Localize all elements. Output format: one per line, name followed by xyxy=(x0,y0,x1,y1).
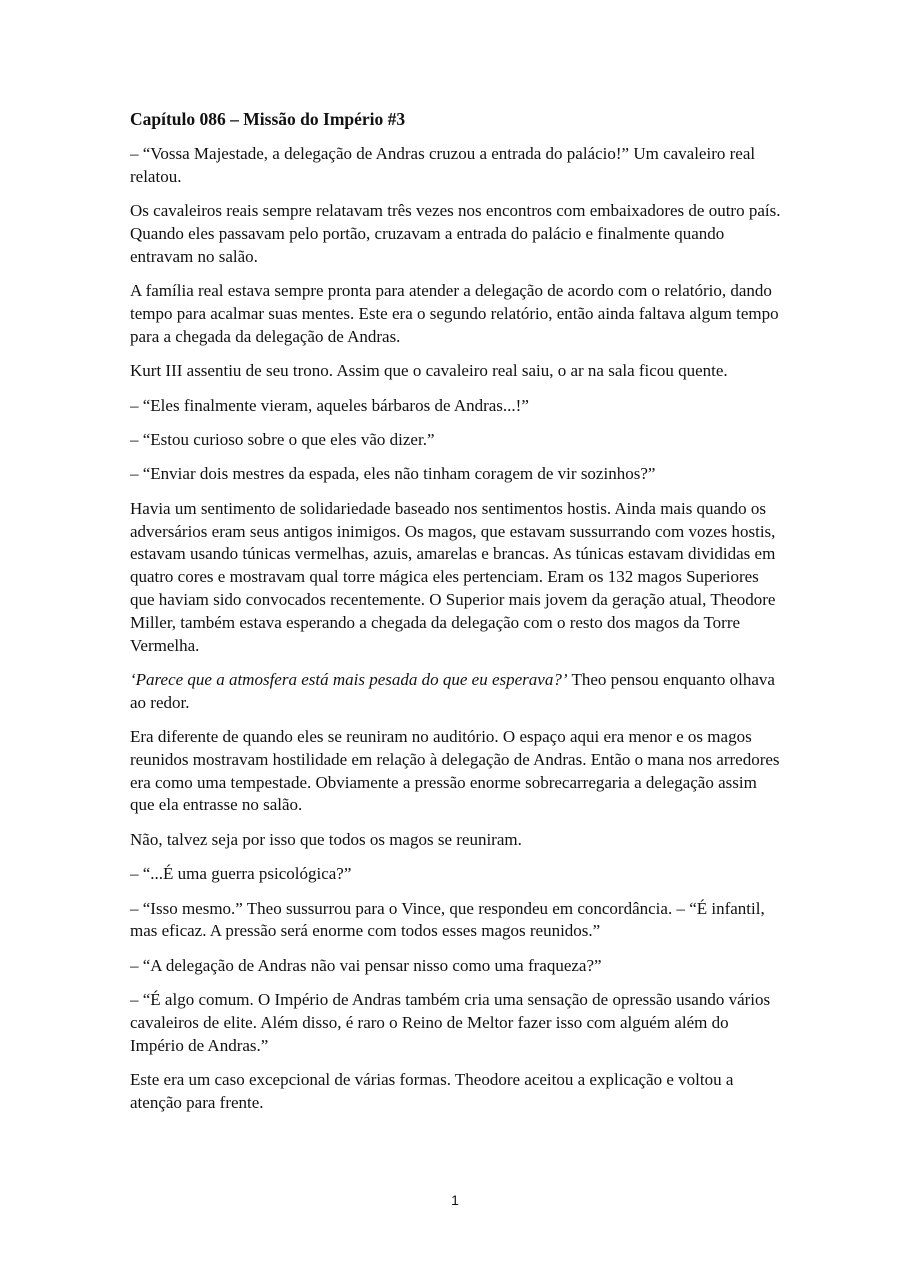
paragraph: Kurt III assentiu de seu trono. Assim que o cavaleiro real saiu, o ar na sala ficou quente. xyxy=(130,361,728,381)
paragraph: Era diferente de quando eles se reuniram no auditório. O espaço aqui era menor e os magos reunidos mostravam hostilidade em relação à delegação de Andras. Então o mana nos arredores era como uma tempestade. Obviamente a pressão enorme sobrecarregaria a delegação assim que ela entrasse no salão. xyxy=(130,727,780,815)
dialogue-line: – “Isso mesmo.” Theo sussurrou para o Vince, que respondeu em concordância. – “É infantil, mas eficaz. A pressão será enorme com todos esses magos reunidos.” xyxy=(130,898,765,941)
thought-paragraph xyxy=(130,669,782,715)
paragraph: Este era um caso excepcional de várias formas. Theodore aceitou a explicação e voltou a atenção para frente. xyxy=(130,1070,734,1112)
document-page xyxy=(130,108,782,1126)
page-number: 1 xyxy=(451,1192,459,1208)
chapter-title: Capítulo 086 – Missão do Império #3 xyxy=(130,109,406,129)
thought-text: ‘Parece que a atmosfera está mais pesada do que eu esperava?’ xyxy=(130,669,568,689)
dialogue-line: – “Eles finalmente vieram, aqueles bárbaros de Andras...!” xyxy=(130,395,529,415)
dialogue-line: – “É algo comum. O Império de Andras também cria uma sensação de opressão usando vários cavaleiros de elite. Além disso, é raro o Reino de Meltor fazer isso com alguém além do Império de Andras.” xyxy=(130,990,771,1055)
dialogue-line: – “...É uma guerra psicológica?” xyxy=(130,864,352,884)
thought-rest: Theo pensou enquanto olhava ao redor. xyxy=(130,669,775,712)
paragraph: A família real estava sempre pronta para atender a delegação de acordo com o relatório, dando tempo para acalmar suas mentes. Este era o segundo relatório, então ainda faltava algum tempo para a chegada da delegação de Andras. xyxy=(130,281,779,346)
paragraph: Os cavaleiros reais sempre relatavam três vezes nos encontros com embaixadores de outro país. Quando eles passavam pelo portão, cruzavam a entrada do palácio e finalmente quando entravam no salão. xyxy=(130,201,781,266)
dialogue-line: – “A delegação de Andras não vai pensar nisso como uma fraqueza?” xyxy=(130,955,602,975)
paragraph: – “Vossa Majestade, a delegação de Andras cruzou a entrada do palácio!” Um cavaleiro real relatou. xyxy=(130,144,756,186)
paragraph: Não, talvez seja por isso que todos os magos se reuniram. xyxy=(130,829,522,849)
dialogue-line: – “Enviar dois mestres da espada, eles não tinham coragem de vir sozinhos?” xyxy=(130,464,656,484)
dialogue-line: – “Estou curioso sobre o que eles vão dizer.” xyxy=(130,429,435,449)
paragraph: Havia um sentimento de solidariedade baseado nos sentimentos hostis. Ainda mais quando os adversários eram seus antigos inimigos. Os magos, que estavam sussurrando com vozes hostis, estavam usando túnicas vermelhas, azuis, amarelas e brancas. As túnicas estavam divididas em quatro cores e mostravam qual torre mágica eles pertenciam. Eram os 132 magos Superiores que haviam sido convocados recentemente. O Superior mais jovem da geração atual, Theodore Miller, também estava esperando a chegada da delegação com o resto dos magos da Torre Vermelha. xyxy=(130,498,776,655)
